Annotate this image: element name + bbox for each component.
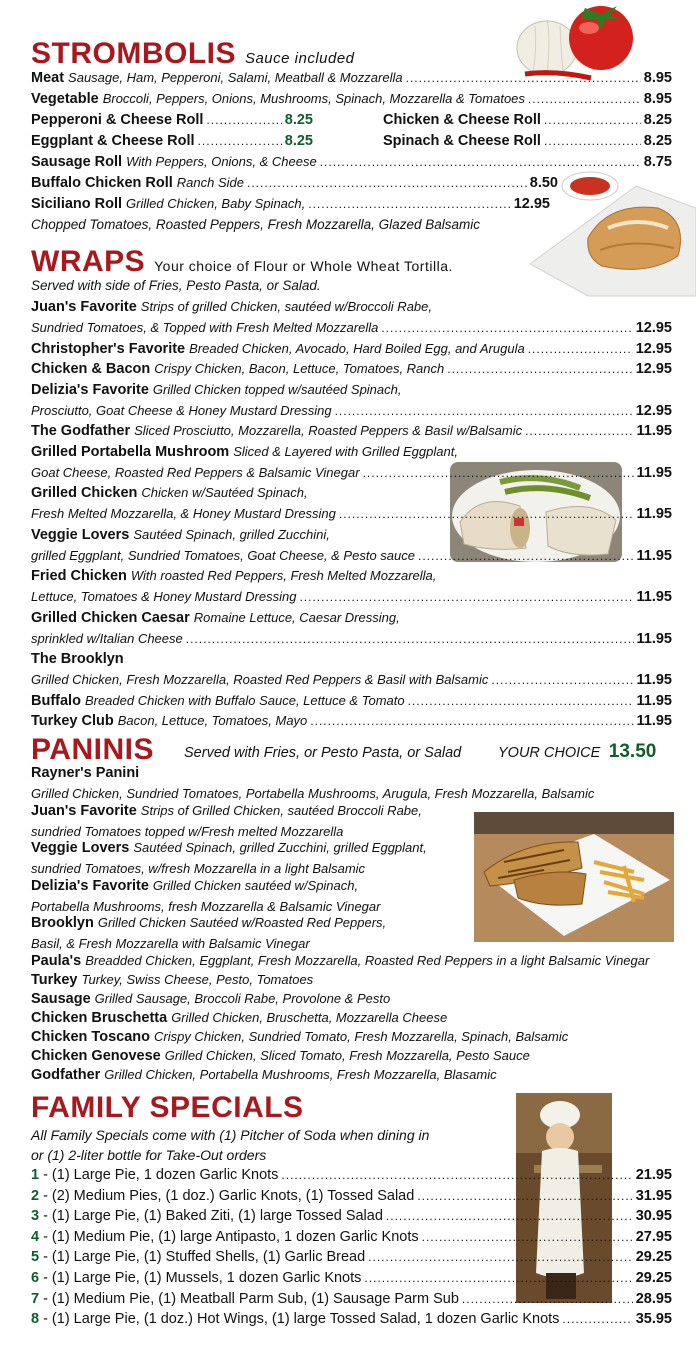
item-name: Veggie Lovers [31,840,130,856]
item-desc: Grilled Chicken, Bruschetta, Mozzarella Cheese [171,1009,448,1025]
menu-item [31,713,672,733]
leader-dots [320,155,641,169]
menu-item-continued [31,589,672,609]
menu-item [31,1067,672,1087]
item-desc: Strips of Grilled Chicken, sautéed Broccoli Rabe, [140,802,422,818]
item-price: 12.95 [513,196,550,212]
item-name: Brooklyn [31,915,94,931]
special-desc: - (1) Large Pie, 1 dozen Garlic Knots [43,1167,279,1183]
leader-dots [363,466,634,480]
item-name: Sausage [31,990,91,1007]
item-desc-continued: grilled Eggplant, Sundried Tomatoes, Goat Cheese, & Pesto sauce [31,547,415,563]
item-desc-continued: sundried Tomatoes, w/fresh Mozzarella in a light Balsamic [31,861,366,876]
menu-item [31,1229,672,1249]
menu-item [31,1188,672,1208]
item-name: Chicken Genovese [31,1047,161,1064]
item-price: 8.25 [284,112,313,128]
item-desc: Crispy Chicken, Bacon, Lettuce, Tomatoes, Ranch [154,361,445,376]
menu-item [31,1208,672,1228]
leader-dots [408,694,634,708]
item-price: 12.95 [635,361,672,377]
strombolis-note: Sauce included [244,50,355,67]
leader-dots [462,1292,633,1306]
menu-item-continued [31,672,672,692]
menu-item [31,154,672,174]
item-price: 11.95 [636,547,672,564]
menu-item-continued [31,403,672,423]
menu-item-continued [31,631,672,651]
item-price: 8.95 [643,70,672,86]
item-desc: Grilled Chicken sautéed w/Spinach, [152,877,359,893]
item-name: Grilled Chicken Caesar [31,609,190,626]
item-price: 35.95 [635,1311,672,1328]
menu-item [383,133,672,153]
special-number: 6 [31,1270,40,1286]
item-desc: Grilled Chicken, Baby Spinach, [126,196,306,211]
item-desc-continued: Chopped Tomatoes, Roasted Peppers, Fresh Mozzarella, Glazed Balsamic [31,217,480,232]
special-desc: - (1) Large Pie, (1 doz.) Hot Wings, (1) large Tossed Salad, 1 dozen Garlic Knots [43,1311,560,1328]
menu-item [31,610,672,630]
leader-dots [544,113,641,127]
item-desc: Strips of grilled Chicken, sautéed w/Broccoli Rabe, [140,299,432,314]
menu-item-continued [31,548,672,568]
item-name: Grilled Chicken [31,485,138,501]
leader-dots [422,1230,633,1244]
leader-dots [386,1209,633,1223]
item-desc: Sausage, Ham, Pepperoni, Salami, Meatball & Mozzarella [68,70,403,85]
menu-item [31,991,672,1011]
item-name: Grilled Portabella Mushroom [31,443,230,460]
menu-item [31,1291,672,1311]
item-price: 21.95 [635,1167,672,1183]
item-price: 11.95 [636,713,672,729]
special-desc: - (1) Large Pie, (1) Baked Ziti, (1) large Tossed Salad [43,1208,383,1225]
item-desc-continued: Prosciutto, Goat Cheese & Honey Mustard Dressing [31,402,332,418]
item-price: 11.95 [636,630,672,647]
strombolis-heading [31,39,355,69]
item-price: 8.75 [643,154,672,170]
menu-item [31,1270,672,1290]
item-desc-continued: Goat Cheese, Roasted Red Peppers & Balsamic Vinegar [31,464,360,480]
item-desc: Sautéed Spinach, grilled Zucchini, grilled Eggplant, [133,840,427,855]
item-name: Fried Chicken [31,568,127,584]
choice-price: 13.50 [608,741,657,762]
item-name: Delizia's Favorite [31,877,149,894]
menu-item-continued [31,320,672,340]
item-price: 8.25 [643,133,672,149]
menu-item [31,1010,672,1030]
menu-item [31,878,672,898]
item-desc: Grilled Sausage, Broccoli Rabe, Provolone & Pesto [94,990,391,1006]
item-name: Juan's Favorite [31,299,137,315]
item-price: 11.95 [636,423,672,439]
item-desc-continued: Portabella Mushrooms, fresh Mozzarella & Balsamic Vinegar [31,898,381,914]
item-desc-continued: Grilled Chicken, Fresh Mozzarella, Roasted Red Peppers & Basil with Balsamic [31,672,489,687]
item-desc: Sautéed Spinach, grilled Zucchini, [133,526,330,542]
special-number: 1 [31,1167,40,1183]
menu-item [31,915,672,935]
menu-item [31,1249,672,1269]
item-name: Meat [31,70,65,86]
leader-dots [281,1168,632,1182]
menu-item [31,1311,672,1331]
paninis-title: PANINIS [31,733,154,766]
item-desc: Romaine Lettuce, Caesar Dressing, [193,609,400,625]
menu-item [31,341,672,361]
menu-item [31,423,672,443]
menu-item [31,693,672,713]
menu-item [31,112,313,132]
item-name: Christopher's Favorite [31,340,186,357]
item-name: Rayner's Panini [31,765,140,781]
menu-item [31,175,558,195]
leader-dots [310,714,633,728]
leader-dots [528,92,641,106]
menu-item [31,70,672,90]
item-desc-continued: Fresh Melted Mozzarella, & Honey Mustard Dressing [31,506,336,521]
item-price: 12.95 [635,402,672,419]
wraps-note: Your choice of Flour or Whole Wheat Tortilla. [154,258,453,274]
leader-dots [247,176,527,190]
menu-item [31,803,672,823]
paninis-note: Served with Fries, or Pesto Pasta, or Salad [184,745,462,761]
paninis-choice [498,741,656,763]
item-price: 11.95 [636,464,672,481]
item-desc: Crispy Chicken, Sundried Tomato, Fresh Mozzarella, Spinach, Balsamic [153,1028,569,1044]
menu-item [31,196,550,216]
menu-item [31,953,672,973]
special-number: 4 [31,1228,40,1245]
item-price: 8.25 [284,133,313,149]
leader-dots [198,134,282,148]
menu-item [31,972,672,992]
special-number: 7 [31,1290,40,1307]
item-name: Juan's Favorite [31,802,137,819]
item-price: 12.95 [635,340,672,357]
item-desc: Bacon, Lettuce, Tomatoes, Mayo [117,713,308,728]
item-price: 12.95 [635,320,672,336]
item-name: The Brooklyn [31,651,124,667]
menu-item [383,112,672,132]
special-desc: - (2) Medium Pies, (1 doz.) Garlic Knots, (1) Tossed Salad [43,1187,415,1204]
menu-item [31,651,672,671]
item-price: 8.95 [643,91,672,107]
leader-dots [418,549,634,563]
leader-dots [525,424,633,438]
special-number: 5 [31,1249,40,1266]
item-name: Turkey [31,971,78,988]
special-desc: - (1) Large Pie, (1) Stuffed Shells, (1) Garlic Bread [43,1249,366,1266]
item-price: 11.95 [636,506,672,522]
item-price: 8.50 [529,175,558,191]
item-name: Buffalo Chicken Roll [31,175,173,191]
choice-label: YOUR CHOICE [498,745,601,761]
item-name: The Godfather [31,423,131,439]
leader-dots [528,342,633,356]
item-price: 11.95 [636,672,672,688]
item-desc: Broccoli, Peppers, Onions, Mushrooms, Spinach, Mozzarella & Tomatoes [102,91,525,106]
item-price: 28.95 [635,1290,672,1307]
strombolis-title: STROMBOLIS [31,37,236,70]
item-name: Spinach & Cheese Roll [383,133,541,149]
item-desc-continued: Lettuce, Tomatoes & Honey Mustard Dressing [31,589,297,604]
item-name: Chicken & Cheese Roll [383,112,541,128]
leader-dots [544,134,641,148]
special-desc: - (1) Medium Pie, (1) large Antipasto, 1 dozen Garlic Knots [43,1228,419,1245]
item-desc: With roasted Red Peppers, Fresh Melted Mozzarella, [130,568,437,583]
item-name: Siciliano Roll [31,196,123,212]
item-name: Paula's [31,952,82,969]
leader-dots [562,1312,632,1326]
item-name: Chicken & Bacon [31,361,151,377]
item-desc-continued: Grilled Chicken, Sundried Tomatoes, Portabella Mushrooms, Arugula, Fresh Mozzarella, Balsamic [31,786,595,801]
menu-item [31,1167,672,1187]
leader-dots [447,362,632,376]
family-note-2: or (1) 2-liter bottle for Take-Out orders [31,1147,267,1163]
item-desc: Grilled Chicken Sautéed w/Roasted Red Peppers, [97,915,387,930]
special-desc: - (1) Medium Pie, (1) Meatball Parm Sub, (1) Sausage Parm Sub [43,1290,459,1307]
item-name: Delizia's Favorite [31,381,149,398]
paninis-heading [31,735,154,765]
item-name: Vegetable [31,91,99,107]
item-price: 27.95 [635,1228,672,1245]
item-desc-continued: Basil, & Fresh Mozzarella with Balsamic Vinegar [31,936,310,951]
family-note: All Family Specials come with (1) Pitcher of Soda when dining in [31,1127,430,1143]
item-desc: Chicken w/Sautéed Spinach, [141,485,308,500]
family-title: FAMILY SPECIALS [31,1091,304,1124]
item-desc: Breaded Chicken, Avocado, Hard Boiled Egg, and Arugula [189,340,525,356]
menu-item [31,444,672,464]
item-desc: Ranch Side [176,175,245,190]
leader-dots [368,1250,633,1264]
menu-item [31,382,672,402]
menu-item [31,1048,672,1068]
special-number: 8 [31,1311,40,1328]
item-price: 11.95 [636,692,672,709]
leader-dots [186,632,634,646]
item-desc: Turkey, Swiss Cheese, Pesto, Tomatoes [81,971,314,987]
item-desc: Grilled Chicken, Portabella Mushrooms, Fresh Mozzarella, Blasamic [104,1066,497,1082]
leader-dots [299,590,633,604]
item-price: 29.25 [635,1249,672,1266]
menu-item [31,299,672,319]
item-desc-continued: sundried Tomatoes topped w/Fresh melted Mozzarella [31,823,344,839]
leader-dots [335,404,633,418]
item-price: 11.95 [636,589,672,605]
family-heading [31,1093,304,1123]
special-number: 2 [31,1187,40,1204]
item-desc-continued: sprinkled w/Italian Cheese [31,630,183,646]
item-name: Buffalo [31,692,81,709]
item-desc: Breadded Chicken, Eggplant, Fresh Mozzarella, Roasted Red Peppers in a light Balsamic Vinegar [85,952,650,968]
leader-dots [339,507,634,521]
menu-item [31,485,672,505]
special-desc: - (1) Large Pie, (1) Mussels, 1 dozen Garlic Knots [43,1270,362,1286]
menu-item [31,765,672,785]
leader-dots [491,673,633,687]
leader-dots [417,1189,632,1203]
item-desc: Sliced Prosciutto, Mozzarella, Roasted Peppers & Basil w/Balsamic [134,423,523,438]
item-name: Chicken Toscano [31,1028,150,1045]
item-name: Godfather [31,1066,101,1083]
item-price: 30.95 [635,1208,672,1225]
special-number: 3 [31,1208,40,1225]
menu-item [31,568,672,588]
menu-item [31,361,672,381]
item-name: Chicken Bruschetta [31,1009,168,1026]
item-name: Sausage Roll [31,154,123,170]
item-desc: Breaded Chicken with Buffalo Sauce, Lettuce & Tomato [84,692,405,708]
item-desc: With Peppers, Onions, & Cheese [126,154,317,169]
wraps-title: WRAPS [31,245,146,278]
item-name: Pepperoni & Cheese Roll [31,112,204,128]
item-name: Turkey Club [31,713,114,729]
menu-item [31,133,313,153]
menu-item [31,840,672,860]
menu-item [31,1029,672,1049]
item-desc: Grilled Chicken topped w/sautéed Spinach, [152,381,402,397]
menu-item [31,527,672,547]
item-desc: Sliced & Layered with Grilled Eggplant, [233,443,458,459]
leader-dots [364,1271,632,1285]
leader-dots [406,71,641,85]
leader-dots [381,321,632,335]
leader-dots [308,197,510,211]
leader-dots [206,113,281,127]
wraps-heading [31,247,453,277]
menu-item [31,91,672,111]
item-name: Veggie Lovers [31,526,130,543]
menu-item-continued [31,506,672,526]
item-desc-continued: Sundried Tomatoes, & Topped with Fresh Melted Mozzarella [31,320,379,335]
item-price: 8.25 [643,112,672,128]
item-price: 31.95 [635,1187,672,1204]
menu-item-continued [31,465,672,485]
item-desc: Grilled Chicken, Sliced Tomato, Fresh Mozzarella, Pesto Sauce [164,1047,530,1063]
item-price: 29.25 [635,1270,672,1286]
item-name: Eggplant & Cheese Roll [31,133,195,149]
wraps-note-2: Served with side of Fries, Pesto Pasta, or Salad. [31,278,321,293]
